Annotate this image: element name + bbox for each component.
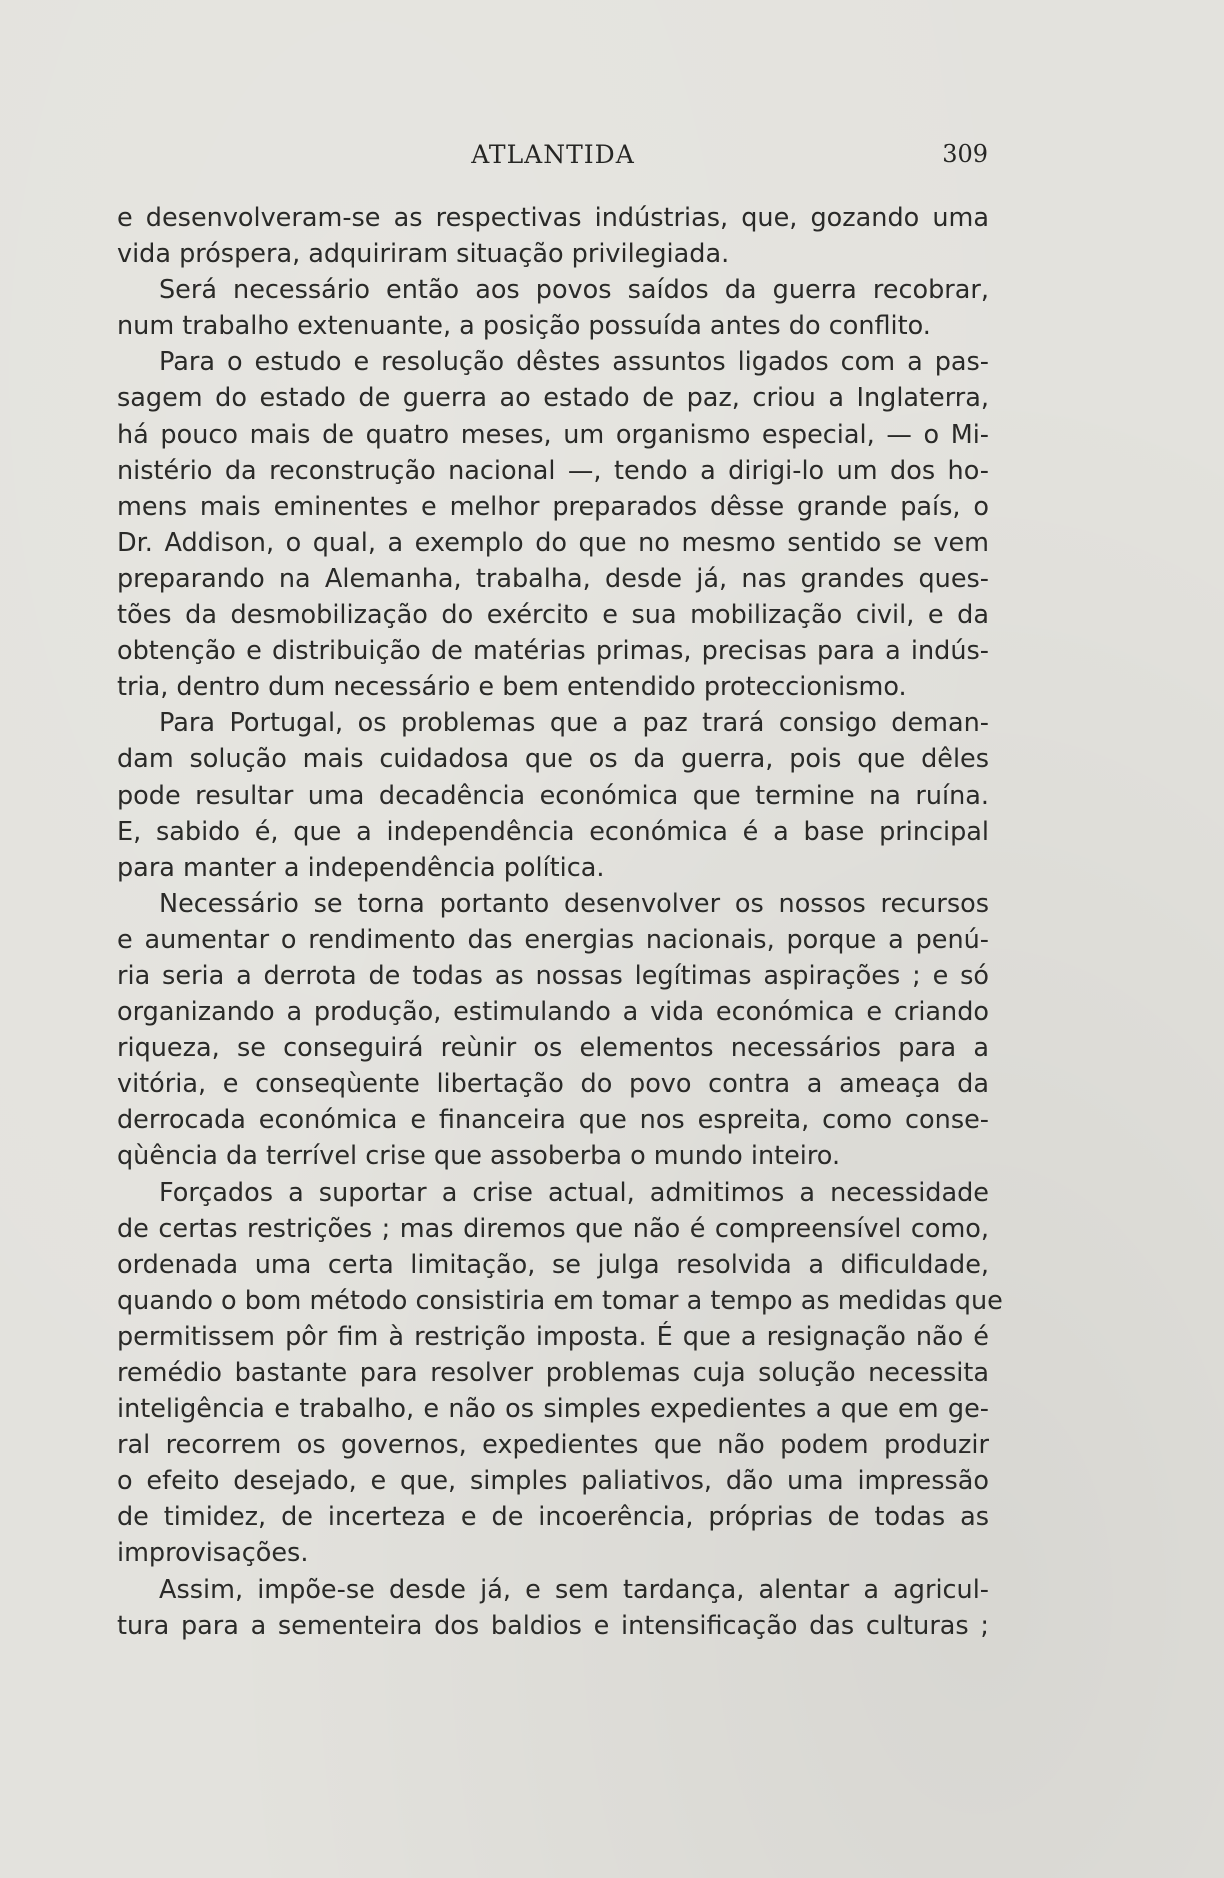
text-line: ria seria a derrota de todas as nossas legítimas aspirações ; e só — [117, 960, 989, 991]
text-line: improvisações. — [117, 1538, 309, 1569]
text-line: riqueza, se conseguirá reùnir os elementos necessários para a — [117, 1033, 989, 1064]
text-line: de certas restrições ; mas diremos que não é compreensível como, — [117, 1213, 989, 1244]
text-line: sagem do estado de guerra ao estado de paz, criou a Inglaterra, — [117, 383, 989, 414]
text-line: Assim, impõe-se desde já, e sem tardança, alentar a agricul- — [159, 1574, 989, 1605]
text-line: ordenada uma certa limitação, se julga resolvida a dificuldade, — [117, 1249, 989, 1280]
text-line: o efeito desejado, e que, simples paliativos, dão uma impressão — [117, 1466, 989, 1497]
text-line: quando o bom método consistiria em tomar a tempo as medidas que — [117, 1285, 1003, 1316]
body-text — [117, 200, 1003, 1644]
text-line: qùência da terrível crise que assoberba o mundo inteiro. — [117, 1141, 841, 1172]
text-line: permitissem pôr fim à restrição imposta. É que a resignação não é — [117, 1321, 989, 1352]
text-line: remédio bastante para resolver problemas cuja solução necessita — [117, 1358, 989, 1388]
text-line: organizando a produção, estimulando a vida económica e criando — [117, 997, 989, 1028]
text-line: tria, dentro dum necessário e bem entendido proteccionismo. — [117, 672, 907, 703]
text-line: vida próspera, adquiriram situação privilegiada. — [117, 239, 730, 270]
text-line: Será necessário então aos povos saídos da guerra recobrar, — [159, 275, 989, 306]
text-line: Dr. Addison, o qual, a exemplo do que no mesmo sentido se vem — [117, 527, 989, 558]
text-line: Necessário se torna portanto desenvolver os nossos recursos — [159, 888, 989, 919]
running-title: ATLANTIDA — [471, 140, 635, 169]
text-line: Para Portugal, os problemas que a paz trará consigo deman- — [159, 708, 989, 739]
text-line: inteligência e trabalho, e não os simples expedientes a que em ge- — [117, 1394, 989, 1425]
text-line: há pouco mais de quatro meses, um organismo especial, — o Mi- — [117, 419, 989, 450]
text-line: E, sabido é, que a independência económica é a base principal — [117, 816, 989, 847]
text-line: e aumentar o rendimento das energias nacionais, porque a penú- — [117, 924, 989, 955]
page-header — [118, 140, 988, 180]
text-line: obtenção e distribuição de matérias primas, precisas para a indús- — [117, 636, 989, 667]
text-line: Para o estudo e resolução dêstes assuntos ligados com a pas- — [159, 347, 989, 378]
page-number: 309 — [942, 140, 988, 168]
text-line: vitória, e conseqùente libertação do povo contra a ameaça da — [117, 1069, 989, 1100]
text-line: nistério da reconstrução nacional —, tendo a dirigi-lo um dos ho- — [117, 455, 989, 486]
text-line: num trabalho extenuante, a posição possuída antes do conflito. — [117, 311, 931, 342]
text-line: ral recorrem os governos, expedientes que não podem produzir — [117, 1430, 989, 1461]
text-line: dam solução mais cuidadosa que os da guerra, pois que dêles — [117, 744, 989, 775]
text-line: pode resultar uma decadência económica que termine na ruína. — [117, 780, 989, 811]
text-line: Forçados a suportar a crise actual, admitimos a necessidade — [159, 1177, 989, 1208]
text-line: e desenvolveram-se as respectivas indústrias, que, gozando uma — [117, 203, 989, 233]
text-line: tões da desmobilização do exército e sua mobilização civil, e da — [117, 600, 989, 631]
text-line: derrocada económica e financeira que nos espreita, como conse- — [117, 1105, 989, 1136]
text-line: para manter a independência política. — [117, 852, 605, 883]
text-line: mens mais eminentes e melhor preparados dêsse grande país, o — [117, 491, 989, 522]
text-line: preparando na Alemanha, trabalha, desde já, nas grandes ques- — [117, 563, 989, 594]
text-line: de timidez, de incerteza e de incoerência, próprias de todas as — [117, 1502, 989, 1533]
text-line: tura para a sementeira dos baldios e intensificação das culturas ; — [117, 1610, 989, 1641]
